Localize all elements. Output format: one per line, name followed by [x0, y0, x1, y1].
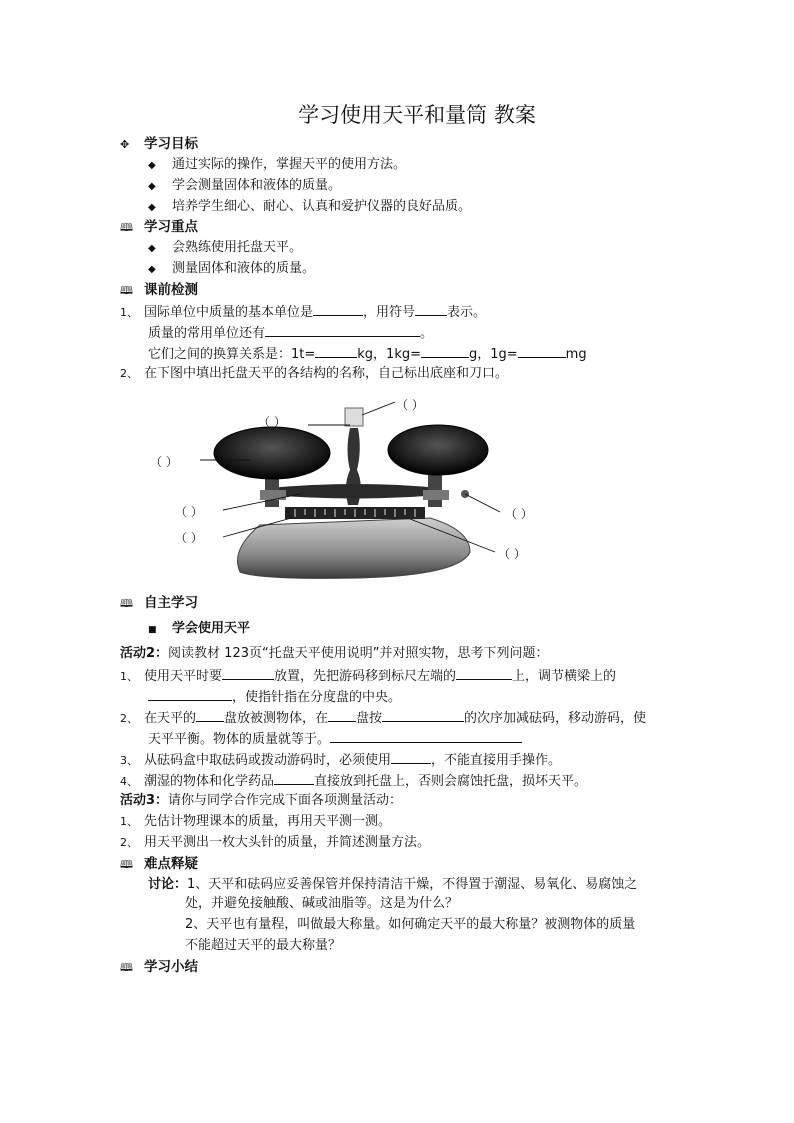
answer-blank[interactable]	[196, 708, 224, 722]
answer-blank[interactable]	[382, 708, 464, 722]
activity2	[120, 645, 548, 663]
question-text: 它们之间的换算关系是：1t=	[148, 347, 316, 362]
book-icon: 🕮	[120, 221, 133, 234]
precheck-q1-line2	[148, 323, 433, 343]
keypoint-item	[148, 239, 302, 258]
a2-q1-line2	[148, 687, 401, 707]
left-pan	[214, 427, 330, 479]
question-text: 天平平衡。物体的质量就等于	[148, 732, 318, 747]
precheck-q1-line3	[148, 344, 587, 364]
square-bullet-icon: ■	[148, 625, 157, 635]
answer-blank[interactable]	[315, 344, 357, 358]
answer-blank[interactable]	[391, 750, 431, 764]
question-text: 先估计物理课本的质量，再用天平测一测。	[144, 814, 392, 829]
a2-q1-line1	[120, 666, 616, 686]
self-study-sub	[148, 620, 250, 639]
a2-q4	[120, 771, 587, 791]
question-text: 用天平测出一枚大头针的质量，并简述测量方法。	[144, 835, 431, 850]
question-text: 盘按	[356, 711, 383, 726]
keypoints-title: 学习重点	[144, 219, 198, 235]
question-number: 1、	[120, 306, 138, 319]
summary-title: 学习小结	[144, 959, 198, 975]
question-text: 。	[317, 732, 331, 747]
balance-base	[238, 518, 471, 578]
question-text: 表示。	[447, 305, 487, 320]
goal-text: 通过实际的操作，掌握天平的使用方法。	[172, 157, 407, 172]
question-text: 国际单位中质量的基本单位是	[144, 305, 314, 320]
answer-blank[interactable]	[421, 344, 469, 358]
question-text: 。	[420, 326, 434, 341]
discuss-line1	[148, 876, 637, 894]
discuss-label: 讨论：	[148, 877, 188, 892]
question-text: 从砝码盒中取砝码或拨动游码时，必须使用	[144, 753, 392, 768]
answer-blank[interactable]	[415, 302, 447, 316]
goal-text: 学会测量固体和液体的质量。	[172, 178, 342, 193]
question-text: g，1g=	[469, 347, 518, 362]
dial-plate	[345, 408, 363, 426]
activity-text: 阅读教材 123页“托盘天平使用说明”并对照实物，思考下列问题：	[168, 646, 549, 661]
book-icon: 🕮	[120, 597, 133, 610]
discuss-text: 1、天平和砝码应妥善保管并保持清洁干燥，不得置于潮湿、易氧化、易腐蚀之	[187, 877, 638, 892]
label-blank-ruler[interactable]: （ ）	[498, 547, 526, 561]
a2-q2-line1	[120, 708, 646, 728]
goal-text: 培养学生细心、耐心、认真和爱护仪器的良好品质。	[172, 199, 472, 214]
keypoint-item	[148, 260, 315, 279]
question-text: mg	[565, 347, 587, 362]
question-number: 2、	[120, 712, 138, 725]
discuss-text: 不能超过天平的最大称量？	[185, 938, 342, 953]
self-study-header	[120, 594, 198, 613]
question-text: 上，调节横梁上的	[512, 669, 617, 684]
precheck-q1-line1	[120, 302, 486, 322]
diamond-bullet-icon: ◆	[148, 264, 156, 275]
activity-text: 请你与同学合作完成下面各项测量活动：	[168, 793, 403, 808]
compass-bullet-icon: ✥	[120, 138, 130, 151]
diamond-bullet-icon: ◆	[148, 160, 156, 171]
question-text: 的次序加减砝码，移动游码，使	[464, 711, 647, 726]
diamond-bullet-icon: ◆	[148, 181, 156, 192]
question-text: 在下图中填出托盘天平的各结构的名称，自己标出底座和刀口。	[144, 366, 509, 381]
question-number: 1、	[120, 815, 138, 828]
goal-item	[148, 177, 341, 196]
self-study-subtitle: 学会使用天平	[172, 621, 251, 636]
goals-title: 学习目标	[144, 136, 198, 152]
label-blank-dial[interactable]: （ ）	[258, 415, 286, 429]
keypoint-text: 测量固体和液体的质量。	[172, 261, 316, 276]
difficulty-header	[120, 855, 198, 874]
diamond-bullet-icon: ◆	[148, 243, 156, 254]
label-blank-beam[interactable]: （ ）	[175, 505, 203, 519]
question-text: 放置，先把游码移到标尺左端的	[274, 669, 457, 684]
label-blank-rider[interactable]: （ ）	[175, 531, 203, 545]
answer-blank[interactable]	[148, 687, 232, 701]
discuss-text: 2、天平也有量程，叫做最大称量。如何确定天平的最大称量？被测物体的质量	[185, 917, 636, 932]
label-blank-pointer[interactable]: （ ）	[396, 398, 424, 412]
question-text: 直接放到托盘上，否则会腐蚀托盘，损坏天平。	[314, 774, 588, 789]
question-text: 盘放被测物体，在	[224, 711, 329, 726]
keypoints-header	[120, 218, 198, 237]
keypoint-text: 会熟练使用托盘天平。	[172, 240, 303, 255]
answer-blank[interactable]	[265, 323, 420, 337]
precheck-q2	[120, 365, 508, 383]
a2-q3	[120, 750, 561, 770]
summary-header	[120, 958, 198, 977]
answer-blank[interactable]	[328, 708, 356, 722]
question-text: ，使指针指在分度盘的中央。	[232, 690, 402, 705]
question-number: 1、	[120, 670, 138, 683]
answer-blank[interactable]	[518, 344, 566, 358]
question-number: 2、	[120, 836, 138, 849]
question-text: 潮湿的物体和化学药品	[144, 774, 275, 789]
page-title: 学习使用天平和量筒 教案	[298, 103, 536, 127]
question-text: ，用符号	[363, 305, 416, 320]
question-number: 4、	[120, 775, 138, 788]
a3-item	[120, 834, 430, 852]
answer-blank[interactable]	[222, 666, 274, 680]
precheck-header	[120, 281, 198, 300]
label-blank-left-pan[interactable]: （ ）	[150, 455, 178, 469]
activity-label: 活动2：	[120, 646, 169, 661]
question-number: 3、	[120, 754, 138, 767]
question-text: 在天平的	[144, 711, 197, 726]
question-text: kg，1kg=	[357, 347, 421, 362]
self-study-title: 自主学习	[144, 595, 198, 611]
goal-item	[148, 156, 406, 175]
book-icon: 🕮	[120, 284, 133, 297]
book-icon: 🕮	[120, 961, 133, 974]
activity-label: 活动3：	[120, 793, 169, 808]
a3-item	[120, 813, 391, 831]
right-pan	[388, 425, 488, 475]
question-text: 质量的常用单位还有	[148, 326, 266, 341]
goal-item	[148, 198, 471, 217]
answer-blank[interactable]	[313, 302, 363, 316]
difficulty-title: 难点释疑	[144, 856, 198, 872]
answer-blank[interactable]	[456, 666, 512, 680]
a2-q2-line2	[148, 729, 522, 749]
answer-blank[interactable]	[274, 771, 314, 785]
question-number: 2、	[120, 367, 138, 380]
diamond-bullet-icon: ◆	[148, 202, 156, 213]
book-icon: 🕮	[120, 858, 133, 871]
precheck-title: 课前检测	[144, 282, 198, 298]
answer-blank[interactable]	[330, 729, 522, 743]
label-blank-nut[interactable]: （ ）	[505, 507, 533, 521]
question-text: 使用天平时要	[144, 669, 223, 684]
question-text: ，不能直接用手操作。	[431, 753, 562, 768]
activity3	[120, 792, 402, 810]
goals-header	[120, 135, 198, 154]
balance-beam	[270, 484, 440, 499]
discuss-text: 处，并避免接触酸、碱或油脂等。这是为什么？	[185, 896, 459, 911]
